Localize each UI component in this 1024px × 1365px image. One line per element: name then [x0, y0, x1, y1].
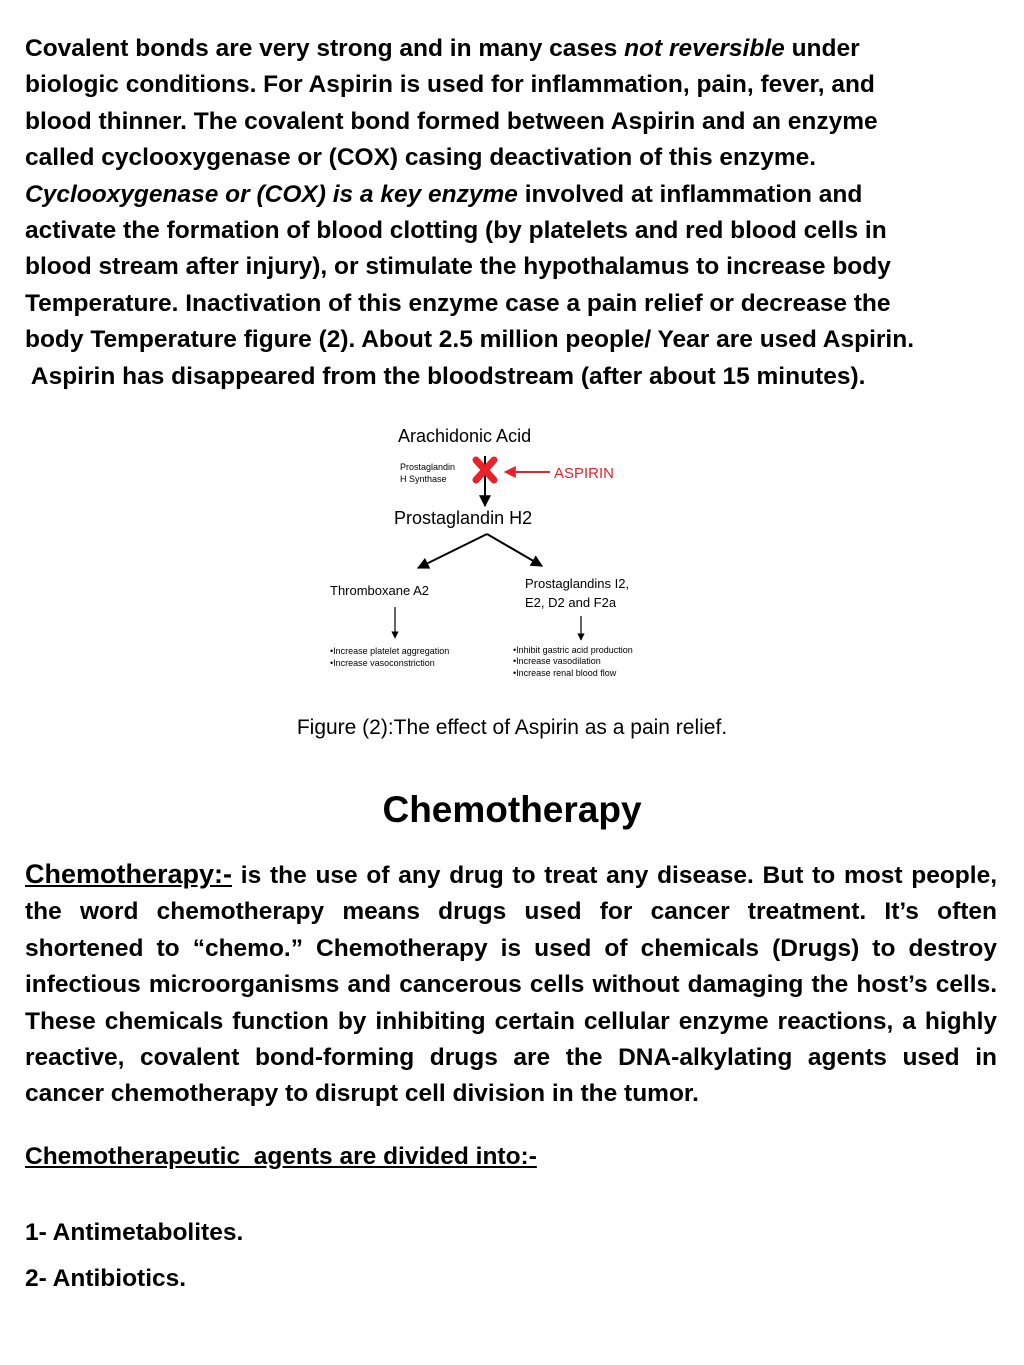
intro-line: Temperature. Inactivation of this enzyme case a pain relief or decrease the: [25, 289, 891, 317]
node-prostaglandins: Prostaglandins I2,: [525, 576, 630, 591]
agent-item: 1- Antimetabolites.: [25, 1219, 244, 1246]
figure-caption: Figure (2):The effect of Aspirin as a pain relief.: [296, 716, 728, 739]
arrow-to-thromboxane: [418, 534, 487, 568]
node-prostaglandin-h2: Prostaglandin H2: [394, 508, 533, 528]
node-arachidonic-acid: Arachidonic Acid: [398, 426, 532, 446]
agents-heading: Chemotherapeutic agents are divided into:-: [25, 1143, 537, 1170]
effect-item: •Increase vasoconstriction: [330, 658, 435, 668]
chemotherapy-term: Chemotherapy:-: [25, 859, 233, 889]
effect-item: •Increase vasodilation: [513, 656, 601, 666]
enzyme-label: H Synthase: [400, 474, 447, 484]
arrow-to-prostaglandins: [487, 534, 542, 566]
right-effects-list: [513, 645, 633, 678]
intro-line: Covalent bonds are very strong and in many cases not reversible under: [25, 35, 860, 62]
intro-line: biologic conditions. For Aspirin is used for inflammation, pain, fever, and: [25, 71, 875, 99]
effect-item: •Increase platelet aggregation: [330, 646, 450, 656]
effect-item: •Increase renal blood flow: [513, 668, 617, 678]
section-heading: Chemotherapy: [382, 789, 642, 830]
intro-line: blood thinner. The covalent bond formed between Aspirin and an enzyme: [25, 107, 878, 135]
effect-item: •Inhibit gastric acid production: [513, 645, 633, 655]
intro-line: Cyclooxygenase or (COX) is a key enzyme involved at inflammation and: [25, 180, 863, 208]
intro-line: blood stream after injury), or stimulate the hypothalamus to increase body: [25, 253, 891, 281]
intro-paragraph: [25, 31, 1010, 395]
aspirin-pathway-diagram: [320, 418, 680, 688]
intro-line: called cyclooxygenase or (COX) casing deactivation of this enzyme.: [25, 144, 817, 172]
node-prostaglandins: E2, D2 and F2a: [525, 595, 617, 610]
intro-line: Aspirin has disappeared from the bloodstream (after about 15 minutes).: [25, 362, 866, 390]
chemotherapy-definition: is the use of any drug to treat any disease. But to most people, the word chemotherapy means drugs used for cancer treatment. It’s often shortened to “chemo.” Chemotherapy is used of chemicals (Drugs) to destroy infectious microorganisms and cancerous cells without damaging the host’s cells. These chemicals function by inhibiting certain cellular enzyme reactions, a highly reactive, covalent bond-forming drugs are the DNA-alkylating agents used in cancer chemotherapy to disrupt cell division in the tumor.: [25, 862, 997, 1108]
intro-line: body Temperature figure (2). About 2.5 million people/ Year are used Aspirin.: [25, 326, 914, 354]
chemotherapy-paragraph: [25, 856, 997, 1113]
enzyme-label: Prostaglandin: [400, 462, 456, 472]
agent-item: 2- Antibiotics.: [25, 1265, 187, 1292]
intro-line: activate the formation of blood clotting (by platelets and red blood cells in: [25, 217, 887, 245]
node-thromboxane-a2: Thromboxane A2: [330, 583, 430, 598]
aspirin-label: ASPIRIN: [554, 465, 615, 482]
left-effects-list: [330, 646, 449, 668]
